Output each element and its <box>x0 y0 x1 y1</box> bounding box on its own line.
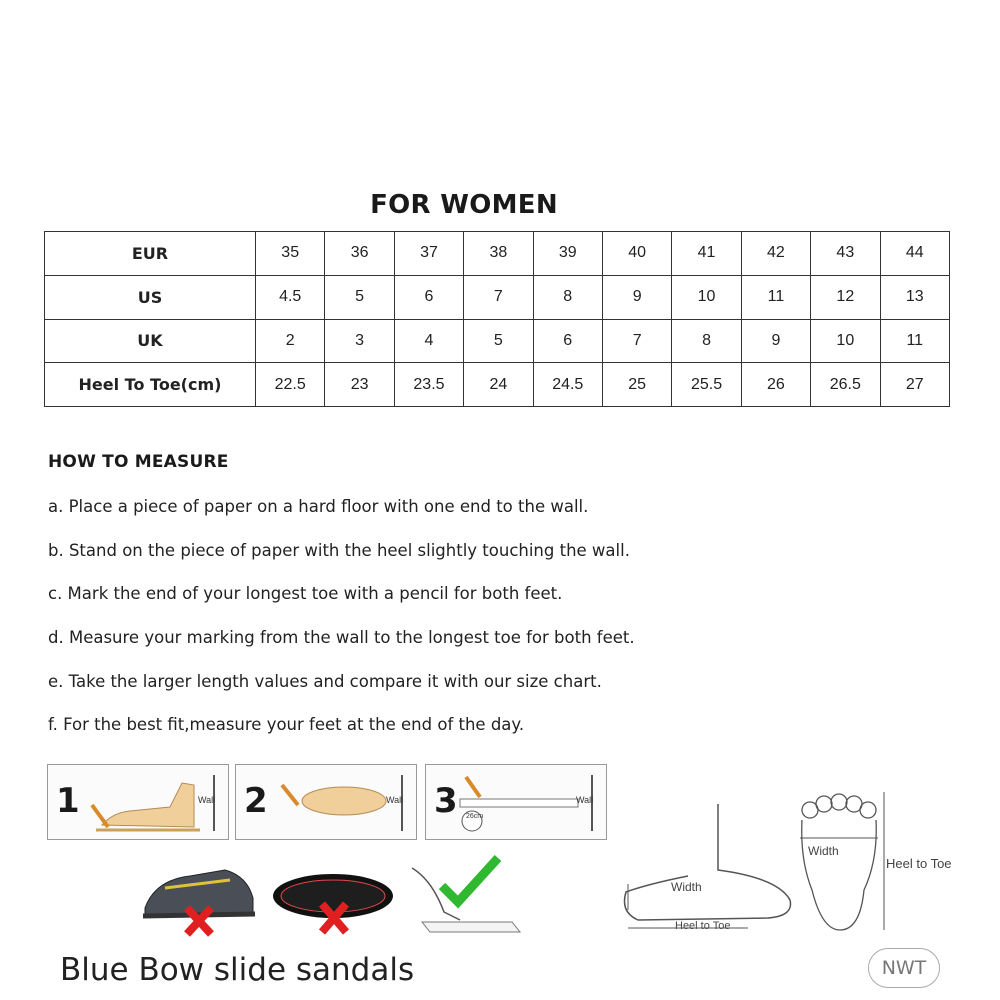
top-view-width-label: Width <box>808 844 839 858</box>
size-cell: 41 <box>672 232 741 276</box>
panel-number: 2 <box>244 781 268 821</box>
size-cell: 24.5 <box>533 363 602 407</box>
size-chart-title: FOR WOMEN <box>370 190 558 220</box>
listing-title[interactable]: Blue Bow slide sandals <box>60 952 415 988</box>
insole-wrong-icon <box>268 868 398 938</box>
size-cell: 8 <box>533 275 602 319</box>
ruler-measure-label: 26cm <box>466 813 484 820</box>
size-cell: 3 <box>325 319 394 363</box>
size-cell: 9 <box>602 275 671 319</box>
size-cell: 9 <box>741 319 810 363</box>
wall-label: Wall <box>576 795 594 805</box>
size-cell: 40 <box>602 232 671 276</box>
size-cell: 24 <box>464 363 533 407</box>
wall-label: Wall <box>386 795 404 805</box>
foot-side-icon <box>82 775 202 835</box>
size-cell: 42 <box>741 232 810 276</box>
size-cell: 7 <box>464 275 533 319</box>
size-row-label: Heel To Toe(cm) <box>45 363 256 407</box>
size-cell: 43 <box>811 232 880 276</box>
size-cell: 5 <box>464 319 533 363</box>
measure-step-d: d. Measure your marking from the wall to the longest toe for both feet. <box>48 628 635 647</box>
side-view-width-label: Width <box>671 880 702 894</box>
size-cell: 5 <box>325 275 394 319</box>
size-cell: 38 <box>464 232 533 276</box>
size-row-uk <box>45 319 950 363</box>
measure-panel-1 <box>47 764 229 840</box>
size-cell: 26.5 <box>811 363 880 407</box>
paper-right-icon <box>402 850 532 936</box>
size-row-us <box>45 275 950 319</box>
measure-step-c: c. Mark the end of your longest toe with a pencil for both feet. <box>48 584 563 603</box>
size-cell: 2 <box>256 319 325 363</box>
size-cell: 27 <box>880 363 949 407</box>
measure-panel-2 <box>235 764 417 840</box>
foot-top-icon <box>272 777 390 833</box>
condition-badge[interactable]: NWT <box>868 948 940 988</box>
how-to-measure-heading: HOW TO MEASURE <box>48 452 229 472</box>
side-view-length-label: Heel to Toe <box>675 920 731 932</box>
size-cell: 12 <box>811 275 880 319</box>
measure-step-b: b. Stand on the piece of paper with the heel slightly touching the wall. <box>48 541 630 560</box>
size-cell: 25 <box>602 363 671 407</box>
size-cell: 23.5 <box>394 363 463 407</box>
wall-label: Wall <box>198 795 216 805</box>
size-cell: 6 <box>533 319 602 363</box>
panel-number: 3 <box>434 781 458 821</box>
size-cell: 36 <box>325 232 394 276</box>
measure-step-f: f. For the best fit,measure your feet at the end of the day. <box>48 715 525 734</box>
size-row-label: US <box>45 275 256 319</box>
panel-number: 1 <box>56 781 80 821</box>
ruler-icon <box>456 775 586 835</box>
size-cell: 11 <box>880 319 949 363</box>
size-cell: 35 <box>256 232 325 276</box>
size-cell: 8 <box>672 319 741 363</box>
size-cell: 37 <box>394 232 463 276</box>
size-cell: 39 <box>533 232 602 276</box>
size-cell: 6 <box>394 275 463 319</box>
measure-panel-3 <box>425 764 607 840</box>
size-cell: 26 <box>741 363 810 407</box>
shoe-wrong-icon <box>135 858 260 938</box>
size-cell: 10 <box>811 319 880 363</box>
size-cell: 11 <box>741 275 810 319</box>
size-cell: 4.5 <box>256 275 325 319</box>
size-row-label: EUR <box>45 232 256 276</box>
size-row-label: UK <box>45 319 256 363</box>
size-cell: 25.5 <box>672 363 741 407</box>
size-row-eur <box>45 232 950 276</box>
measure-step-a: a. Place a piece of paper on a hard floor with one end to the wall. <box>48 497 589 516</box>
size-cell: 7 <box>602 319 671 363</box>
size-cell: 13 <box>880 275 949 319</box>
size-cell: 4 <box>394 319 463 363</box>
size-chart-table <box>44 231 950 407</box>
foot-side-outline-icon <box>618 800 808 940</box>
measure-step-e: e. Take the larger length values and compare it with our size chart. <box>48 672 602 691</box>
top-view-length-label: Heel to Toe <box>886 856 952 871</box>
size-row-heel-to-toe-cm <box>45 363 950 407</box>
foot-top-outline-icon <box>792 790 892 940</box>
size-cell: 23 <box>325 363 394 407</box>
size-cell: 10 <box>672 275 741 319</box>
size-cell: 22.5 <box>256 363 325 407</box>
size-cell: 44 <box>880 232 949 276</box>
